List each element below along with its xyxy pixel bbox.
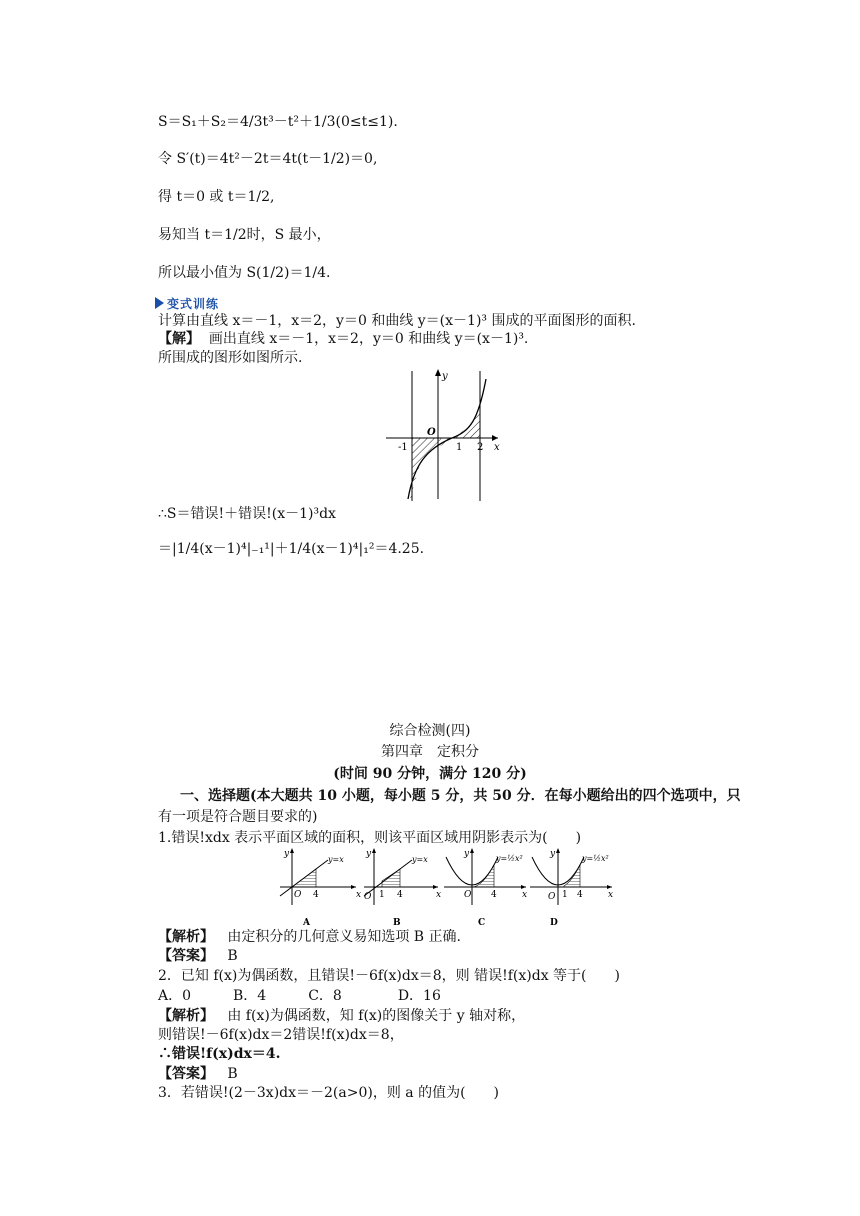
- svg-text:y=½x²: y=½x²: [582, 854, 609, 863]
- variant-training-banner: 变式训练: [155, 295, 219, 311]
- option-a-graph: [280, 848, 361, 927]
- intro-line: 一、选择题(本大题共 10 小题，每小题 5 分，共 50 分．在每小题给出的四个选项中，只: [180, 788, 741, 804]
- question-3: 3．若错误!(2－3x)dx＝－2(a>0)，则 a 的值为( ): [158, 1085, 500, 1101]
- option-c-graph: [444, 848, 527, 927]
- analysis-line: 【解析】 由 f(x)为偶函数，知 f(x)的图像关于 y 轴对称，: [158, 1008, 526, 1024]
- exercise-question: 计算由直线 x＝－1，x＝2，y＝0 和曲线 y＝(x－1)³ 围成的平面图形的面积.: [158, 313, 636, 329]
- y-axis-label: y: [442, 371, 448, 382]
- option-label: D: [550, 918, 558, 927]
- svg-text:4: 4: [313, 890, 319, 900]
- x-axis-label: x: [494, 442, 500, 453]
- chapter-title: 第四章 定积分: [381, 744, 479, 760]
- analysis-line: 【解析】 由定积分的几何意义易知选项 B 正确.: [158, 929, 461, 945]
- svg-text:y=½x²: y=½x²: [496, 854, 523, 863]
- text-line: 易知当 t＝1/2时，S 最小，: [158, 227, 331, 243]
- tick-label: 2: [477, 442, 484, 453]
- shaded-region-right: [452, 405, 480, 438]
- solution-tag: 【解】: [158, 331, 200, 347]
- text-line: 则错误!－6f(x)dx＝2错误!f(x)dx＝8，: [158, 1027, 404, 1043]
- text-line: ＝|1/4(x－1)⁴|₋₁¹|＋1/4(x－1)⁴|₁²＝4.25.: [158, 541, 425, 557]
- time-limit: (时间 90 分钟，满分 120 分): [333, 766, 527, 782]
- svg-text:4: 4: [577, 890, 583, 900]
- svg-text:O: O: [548, 892, 556, 902]
- text-line: 所围成的图形如图所示.: [158, 350, 303, 366]
- text-line: 所以最小值为 S(1/2)＝1/4.: [158, 265, 331, 281]
- svg-text:O: O: [294, 890, 302, 900]
- question-1: 1.错误!xdx 表示平面区域的面积，则该平面区域用阴影表示为( ): [158, 830, 582, 846]
- tick-label: -1: [398, 442, 408, 453]
- intro-line: 有一项是符合题目要求的): [158, 809, 318, 825]
- svg-text:x: x: [608, 890, 614, 900]
- svg-text:4: 4: [397, 890, 403, 900]
- triangle-icon: [155, 297, 164, 309]
- svg-text:y: y: [366, 849, 372, 859]
- origin-label: O: [427, 427, 436, 438]
- answer-line: 【答案】 B: [158, 1066, 238, 1082]
- svg-text:x: x: [436, 890, 442, 900]
- svg-text:y: y: [464, 849, 470, 859]
- section-title: 综合检测(四): [389, 723, 471, 739]
- question-2-options: A．0 B．4 C．8 D．16: [158, 988, 441, 1004]
- text-line: ∴S＝错误!＋错误!(x－1)³dx: [158, 506, 336, 522]
- option-label: B: [393, 918, 401, 927]
- solution-text: 画出直线 x＝－1，x＝2，y＝0 和曲线 y＝(x－1)³.: [208, 331, 529, 347]
- svg-text:x: x: [356, 890, 362, 900]
- answer-line: 【答案】 B: [158, 948, 238, 964]
- svg-text:O: O: [364, 892, 372, 902]
- option-b-graph: [364, 848, 441, 927]
- text-line: 令 S′(t)＝4t²－2t＝4t(t－1/2)＝0,: [158, 151, 378, 167]
- option-d-graph: [530, 848, 613, 927]
- text-line: 得 t＝0 或 t＝1/2,: [158, 189, 275, 205]
- svg-text:y: y: [284, 849, 290, 859]
- tick-label: 1: [456, 442, 463, 453]
- q1-options-figure: [276, 845, 616, 927]
- svg-text:4: 4: [491, 890, 497, 900]
- svg-text:x: x: [522, 890, 528, 900]
- question-2: 2．已知 f(x)为偶函数，且错误!－6f(x)dx＝8，则 错误!f(x)dx 等于( ): [158, 968, 620, 984]
- svg-text:y=x: y=x: [412, 855, 428, 864]
- svg-text:1: 1: [379, 890, 385, 900]
- solution-line: [158, 330, 528, 348]
- text-line: S＝S₁＋S₂＝4/3t³－t²＋1/3(0≤t≤1).: [158, 114, 398, 130]
- svg-text:y: y: [550, 849, 556, 859]
- cubic-region-figure: [380, 365, 505, 503]
- svg-text:O: O: [464, 890, 472, 900]
- text-line: ∴错误!f(x)dx＝4.: [158, 1046, 281, 1062]
- option-label: A: [303, 918, 310, 927]
- option-label: C: [478, 918, 486, 927]
- shaded-region-left: [410, 438, 452, 499]
- svg-text:y=x: y=x: [328, 855, 344, 864]
- svg-text:1: 1: [562, 890, 568, 900]
